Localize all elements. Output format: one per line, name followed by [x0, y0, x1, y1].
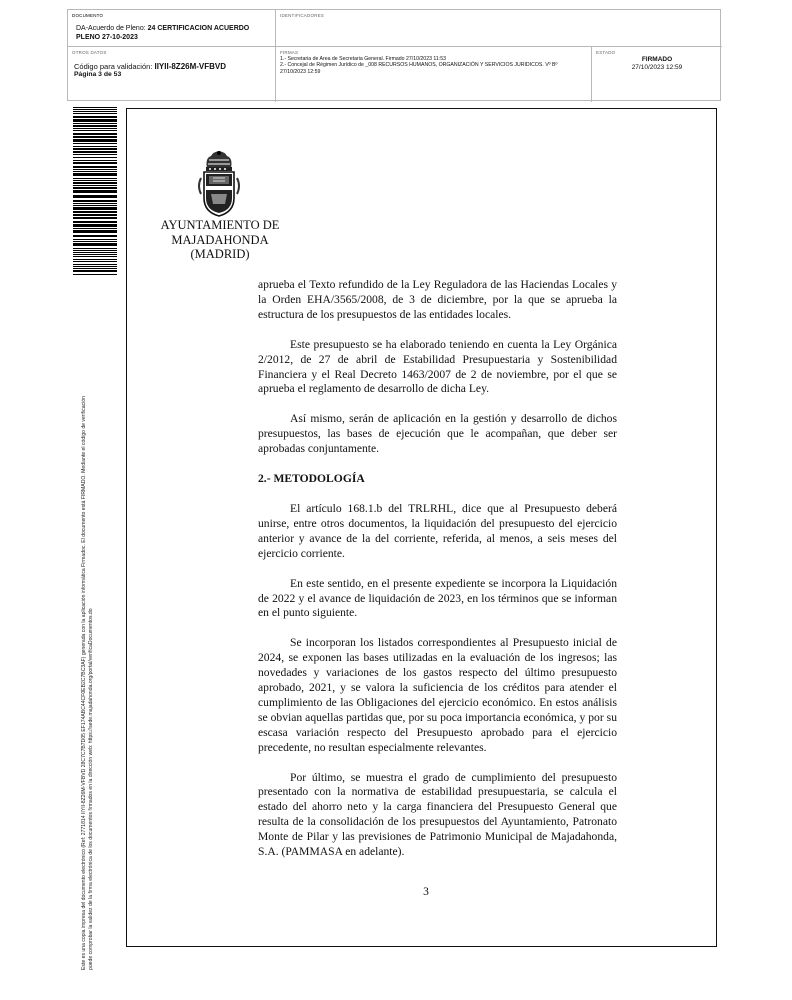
barcode-bar: [73, 211, 117, 213]
documento-cell: [68, 10, 276, 47]
firmas-cell: [276, 47, 592, 102]
barcode-bar: [73, 151, 117, 153]
firma-1: 1.- Secretaria de Area de Secretaria General. Firmado 27/10/2023 11:53: [280, 56, 447, 62]
document-header: [67, 9, 721, 101]
barcode-bar: [73, 228, 117, 229]
letterhead-line-2: MAJADAHONDA: [171, 232, 269, 247]
firma-2-date: 27/10/2023 12:59: [280, 68, 321, 75]
barcode-bar: [73, 166, 117, 168]
barcode-bar: [73, 270, 117, 272]
side-text-line-2: puede comprobar la validez de la firma electrónica de los documentos firmados en la dirección web: https://sede.majadahonda.org/portal/verificaDocumentos.do: [88, 608, 94, 970]
paragraph-4: El artículo 168.1.b del TRLRHL, dice que al Presupuesto deberá unirse, entre otros documentos, la liquidación del presupuesto del ejercicio anterior y avance de la del corriente, referida, al menos, a seis meses del ejercicio corriente.: [258, 501, 617, 560]
estado-label: ESTADO: [596, 50, 616, 55]
barcode-bar: [73, 125, 117, 127]
coat-of-arms-logo: [195, 150, 243, 220]
barcode-bar: [73, 107, 117, 108]
barcode-bar: [73, 274, 117, 275]
barcode-bar: [73, 195, 117, 198]
documento-value: DA-Acuerdo de Pleno: 24 CERTIFICACION ACUERDO PLENO 27-10-2023: [76, 25, 250, 41]
barcode-bar: [73, 143, 117, 144]
barcode-bar: [73, 178, 117, 179]
barcode-bar: [73, 139, 117, 142]
barcode-bar: [73, 119, 117, 122]
barcode-bar: [73, 248, 117, 249]
barcode-bar: [73, 200, 117, 202]
paragraph-2: Este presupuesto se ha elaborado teniendo en cuenta la Ley Orgánica 2/2012, de 27 de abril de Estabilidad Presupuestaria y Sostenibilidad Financiera y el Real Decreto 1463/2007 de 2 de noviembre, por el que se aprueba el reglamento de desarrollo de dicha Ley.: [258, 337, 617, 396]
barcode-bar: [73, 235, 117, 237]
barcode-bar: [73, 180, 117, 181]
barcode-bar: [73, 185, 117, 186]
barcode-bar: [73, 146, 117, 147]
barcode-bar: [73, 136, 117, 138]
page-number: 3: [423, 886, 429, 898]
barcode-bar: [73, 162, 117, 164]
letterhead-line-3: (MADRID): [190, 247, 250, 261]
identificadores-label: IDENTIFICADORES: [280, 13, 325, 18]
barcode-bar: [73, 268, 117, 269]
validation-code: Código para validación: IIYII-8Z26M-VFBVD: [74, 62, 227, 71]
barcode-bar: [73, 261, 117, 262]
barcode-bar: [73, 259, 117, 260]
barcode-bar: [73, 256, 117, 257]
firma-2: 2.- Concejal de Régimen Jurídico de _008 RECURSOS HUMANOS, ORGANIZACIÓN Y SERVICIOS JURIDICOS. Vº Bº: [280, 62, 558, 69]
paragraph-7: Por último, se muestra el grado de cumplimiento del presupuesto presentado con la normativa de estabilidad presupuestaria, se calcula el estado del ahorro neto y la carga financiera del Presupuesto General que resulta de la consolidación de los presupuestos del Ayuntamiento, Patronato Monte de Pilar y las previsiones de Patrimonio Municipal de Majadahonda, S.A. (PAMMASA en adelante).: [258, 770, 617, 859]
estado-cell: [592, 47, 722, 102]
otros-datos-label: OTROS DATOS: [72, 50, 107, 55]
barcode-bar: [73, 264, 117, 265]
barcode-bar: [73, 160, 117, 161]
document-body: [258, 278, 617, 875]
barcode-bar: [73, 133, 117, 135]
barcode-bar: [73, 187, 117, 189]
barcode-bar: [73, 116, 117, 118]
barcode-bar: [73, 111, 117, 112]
otros-datos-cell: [68, 47, 276, 102]
barcode-bar: [73, 241, 117, 242]
paragraph-6: Se incorporan los listados correspondientes al Presupuesto inicial de 2024, se exponen las bases utilizadas en la evaluación de los ingresos; las novedades y variaciones de los gastos respecto del último presupuesto aprobado, 2021, y se valora la suficiencia de los créditos para atender el cumplimiento de las Obligaciones del ejercicio económico. En estos análisis se obvian aquellas partidas que, por su poca importancia económica, y por su escasa variación respecto del Presupuesto aprobado para el ejercicio precedente, no resultan especialmente relevantes.: [258, 636, 617, 754]
barcode-bar: [73, 130, 117, 131]
barcode-bar: [73, 128, 117, 129]
paragraph-3: Así mismo, serán de aplicación en la gestión y desarrollo de dichos presupuestos, las bases de ejecución que le acompañan, que deber ser aprobadas conjuntamente.: [258, 412, 617, 456]
barcode-bar: [73, 266, 117, 267]
barcode-bar: [73, 254, 117, 255]
paragraph-5: En este sentido, en el presente expediente se incorpora la Liquidación de 2022 y el avance de liquidación de 2023, en los términos que se informan en el punto siguiente.: [258, 576, 617, 620]
barcode: [73, 107, 117, 277]
barcode-bar: [73, 169, 117, 170]
barcode-bar: [73, 217, 117, 219]
barcode-bar: [73, 182, 117, 184]
barcode-bar: [73, 221, 117, 223]
section-heading: 2.- METODOLOGÍA: [258, 472, 365, 486]
letterhead: [160, 218, 280, 262]
barcode-bar: [73, 239, 117, 240]
barcode-bar: [73, 190, 117, 193]
page-count: Página 3 de 53: [74, 71, 122, 78]
barcode-bar: [73, 157, 117, 158]
barcode-bar: [73, 205, 117, 206]
barcode-bar: [73, 171, 117, 172]
firmas-label: FIRMAS: [280, 50, 299, 55]
barcode-bar: [73, 203, 117, 204]
barcode-bar: [73, 173, 117, 176]
estado-value: FIRMADO: [641, 56, 673, 63]
letterhead-line-1: AYUNTAMIENTO DE: [160, 218, 280, 232]
barcode-bar: [73, 243, 117, 246]
barcode-bar: [73, 250, 117, 251]
barcode-bar: [73, 230, 117, 233]
barcode-bar: [73, 224, 117, 227]
paragraph-1: aprueba el Texto refundido de la Ley Reguladora de las Haciendas Locales y la Orden EHA/3565/2008, de 3 de diciembre, por la que se aprueba la estructura de los presupuestos de las entidades locales.: [258, 278, 617, 321]
barcode-bar: [73, 154, 117, 155]
estado-date: 27/10/2023 12:59: [631, 64, 683, 71]
barcode-bar: [73, 207, 117, 210]
side-text-line-1: Este es una copia impresa del documento electrónico (Ref: 2771814 IIYII-8Z26M-VFBVD 28C7C7B7D05 EF174ABC44CF0EB2C7BC3AF) generada con la aplicación informática Firmadoc. El documento está FIRMADO. Mediante el código de verificación: [81, 396, 87, 970]
documento-label: DOCUMENTO: [72, 13, 104, 18]
barcode-bar: [73, 148, 117, 150]
barcode-bar: [73, 214, 117, 216]
barcode-bar: [73, 109, 117, 110]
barcode-bar: [73, 252, 117, 253]
identificadores-cell: [276, 10, 722, 47]
barcode-bar: [73, 123, 117, 124]
barcode-bar: [73, 113, 117, 114]
side-legal-text: [81, 280, 97, 970]
